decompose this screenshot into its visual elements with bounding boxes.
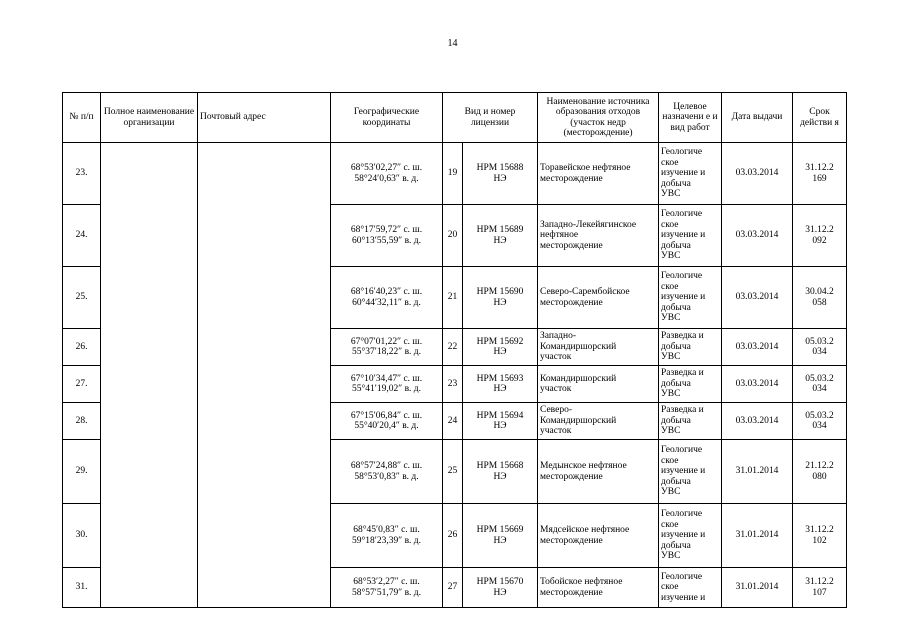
validity-term-line: 169 xyxy=(812,173,827,184)
coordinates-cell-line: 68°45′0,83″ с. ш. xyxy=(353,525,420,535)
license-index-line: 19 xyxy=(447,168,458,179)
purpose-cell-line: Геологиче xyxy=(661,209,703,220)
license-index-line: 22 xyxy=(447,341,458,352)
coordinates-cell xyxy=(331,267,443,329)
license-index xyxy=(443,329,463,366)
issue-date xyxy=(722,143,793,205)
validity-term-line: 05.03.2 xyxy=(805,336,834,347)
license-index xyxy=(443,366,463,403)
row-number-line: 25. xyxy=(75,292,88,303)
issue-date xyxy=(722,504,793,568)
license-index xyxy=(443,143,463,205)
purpose-cell-line: добыча xyxy=(661,540,691,551)
issue-date-line: 03.03.2014 xyxy=(735,168,779,179)
purpose-cell-line: Разведка и xyxy=(661,368,704,379)
license-table xyxy=(62,92,847,608)
purpose-cell-line: добыча xyxy=(661,341,691,352)
purpose-cell xyxy=(659,366,722,403)
address-cell xyxy=(198,143,331,608)
purpose-cell-line: УВС xyxy=(661,389,681,400)
validity-term xyxy=(793,403,847,440)
validity-term-line: 21.12.2 xyxy=(805,461,834,471)
coordinates-cell xyxy=(331,440,443,504)
row-number xyxy=(63,143,101,205)
license-index-line: 21 xyxy=(447,292,458,303)
coordinates-cell xyxy=(331,143,443,205)
validity-term-line: 092 xyxy=(812,235,827,246)
source-name-line: Торавейское нефтяное xyxy=(540,163,631,173)
purpose-cell xyxy=(659,205,722,267)
issue-date xyxy=(722,267,793,329)
validity-term-line: 080 xyxy=(812,471,827,482)
source-name-line: Мядсейское нефтяное xyxy=(540,525,630,535)
license-number xyxy=(463,504,538,568)
source-name-line: месторождение xyxy=(540,535,603,546)
license-number xyxy=(463,267,538,329)
license-number xyxy=(463,440,538,504)
header-address: Почтовый адрес xyxy=(198,93,331,143)
validity-term-line: 31.12.2 xyxy=(805,163,834,173)
page-number: 14 xyxy=(447,38,458,49)
license-number-line: НЭ xyxy=(493,297,507,308)
header-issue-date: Дата выдачи xyxy=(722,93,793,143)
license-index-line: 20 xyxy=(447,230,458,241)
row-number-line: 28. xyxy=(75,415,88,426)
purpose-cell-line: Геологиче xyxy=(661,571,703,582)
purpose-cell-line: Геологиче xyxy=(661,509,703,520)
purpose-cell-line: добыча xyxy=(661,378,691,389)
issue-date-line: 03.03.2014 xyxy=(735,378,779,389)
purpose-cell-line: УВС xyxy=(661,251,681,262)
source-name-line: месторождение xyxy=(540,173,603,184)
coordinates-cell-line: 67°07′01,22″ с. ш. xyxy=(350,336,423,347)
purpose-cell-line: добыча xyxy=(661,302,691,313)
license-number-line: НЭ xyxy=(493,347,507,357)
license-number-line: НЭ xyxy=(493,587,507,598)
coordinates-cell-line: 67°15′06,84″ с. ш. xyxy=(350,410,423,421)
license-number xyxy=(463,403,538,440)
table-row xyxy=(63,143,847,205)
source-name xyxy=(538,205,659,267)
purpose-cell-line: УВС xyxy=(661,487,681,498)
issue-date-line: 03.03.2014 xyxy=(735,415,779,426)
source-name xyxy=(538,403,659,440)
table-header-row xyxy=(63,93,847,143)
source-name-line: Западно-Лекейягинское xyxy=(540,219,637,230)
validity-term xyxy=(793,267,847,329)
purpose-cell-line: ское xyxy=(661,281,679,292)
purpose-cell-line: ское xyxy=(661,582,679,593)
validity-term-line: 05.03.2 xyxy=(805,410,834,421)
row-number-line: 31. xyxy=(75,582,88,593)
license-index-line: 24 xyxy=(447,415,458,426)
coordinates-cell-line: 55°37′18,22″ в. д. xyxy=(351,347,422,357)
purpose-cell-line: изучение и xyxy=(661,292,706,303)
source-name xyxy=(538,366,659,403)
license-number-line: НРМ 15694 xyxy=(476,410,524,421)
license-index xyxy=(443,504,463,568)
purpose-cell xyxy=(659,403,722,440)
issue-date xyxy=(722,366,793,403)
issue-date-line: 31.01.2014 xyxy=(735,530,779,541)
coordinates-cell xyxy=(331,205,443,267)
license-number-line: НЭ xyxy=(493,421,507,431)
row-number-line: 30. xyxy=(75,530,88,541)
source-name-line: Северо-Сарембойское xyxy=(540,287,630,297)
organization-cell xyxy=(101,143,198,608)
issue-date-line: 03.03.2014 xyxy=(735,341,779,352)
coordinates-cell-line: 55°41′19,02″ в. д. xyxy=(351,384,422,394)
purpose-cell xyxy=(659,329,722,366)
source-name-line: Медынское нефтяное xyxy=(540,461,627,471)
purpose-cell-line: добыча xyxy=(661,476,691,487)
row-number xyxy=(63,329,101,366)
source-name-line: месторождение xyxy=(540,297,603,308)
coordinates-cell-line: 55°40′20,4″ в. д. xyxy=(354,421,419,431)
source-name-line: месторождение xyxy=(540,587,603,598)
validity-term xyxy=(793,504,847,568)
issue-date xyxy=(722,568,793,608)
license-index xyxy=(443,267,463,329)
validity-term-line: 31.12.2 xyxy=(805,577,834,587)
source-name-line: нефтяное xyxy=(540,230,579,241)
row-number-line: 26. xyxy=(75,341,88,352)
license-number-line: НЭ xyxy=(493,471,507,482)
purpose-cell xyxy=(659,267,722,329)
purpose-cell-line: Разведка и xyxy=(661,331,704,342)
validity-term-line: 107 xyxy=(812,587,827,598)
source-name-line: участок xyxy=(540,384,572,394)
purpose-cell xyxy=(659,568,722,608)
license-number xyxy=(463,568,538,608)
row-number xyxy=(63,205,101,267)
issue-date-line: 31.01.2014 xyxy=(735,466,779,477)
validity-term-line: 31.12.2 xyxy=(805,225,834,235)
license-number-line: НЭ xyxy=(493,384,507,394)
source-name-line: месторождение xyxy=(540,471,603,482)
source-name-line: Западно- xyxy=(540,331,576,342)
coordinates-cell-line: 60°44′32,11″ в. д. xyxy=(352,297,421,308)
header-source: Наименование источника образования отходов (участок недр (месторождение) xyxy=(538,93,659,143)
row-number-line: 29. xyxy=(75,466,88,477)
license-index-line: 25 xyxy=(447,466,458,477)
purpose-cell-line: УВС xyxy=(661,551,681,562)
source-name-line: участок xyxy=(540,426,572,437)
source-name-line: месторождение xyxy=(540,240,603,251)
purpose-cell-line: УВС xyxy=(661,313,681,324)
purpose-cell-line: ское xyxy=(661,157,679,168)
header-license: Вид и номер лицензии xyxy=(443,93,538,143)
license-number-line: НРМ 15690 xyxy=(476,287,524,297)
purpose-cell-line: Геологиче xyxy=(661,271,703,282)
validity-term xyxy=(793,205,847,267)
purpose-cell-line: ское xyxy=(661,219,679,230)
purpose-cell-line: изучение и xyxy=(661,530,706,541)
purpose-cell-line: добыча xyxy=(661,178,691,189)
license-number-line: НРМ 15669 xyxy=(476,525,524,535)
purpose-cell-line: Геологиче xyxy=(661,147,703,158)
row-number xyxy=(63,504,101,568)
row-number-line: 23. xyxy=(75,168,88,179)
source-name xyxy=(538,504,659,568)
source-name-line: Тобойское нефтяное xyxy=(540,577,623,587)
validity-term xyxy=(793,568,847,608)
row-number xyxy=(63,267,101,329)
purpose-cell-line: Разведка и xyxy=(661,405,704,416)
license-number-line: НРМ 15689 xyxy=(476,225,524,235)
purpose-cell xyxy=(659,440,722,504)
source-name-line: Командиршорский xyxy=(540,341,617,352)
row-number-line: 27. xyxy=(75,378,88,389)
coordinates-cell-line: 58°57′51,79″ в. д. xyxy=(351,587,422,598)
source-name-line: Командиршорский xyxy=(540,373,617,384)
validity-term-line: 058 xyxy=(812,297,827,308)
license-number-line: НРМ 15668 xyxy=(476,461,524,471)
issue-date xyxy=(722,440,793,504)
license-index-line: 26 xyxy=(447,530,458,541)
row-number xyxy=(63,366,101,403)
license-index-line: 27 xyxy=(447,582,458,593)
coordinates-cell xyxy=(331,568,443,608)
validity-term-line: 102 xyxy=(812,535,827,546)
coordinates-cell-line: 59°18′23,39″ в. д. xyxy=(351,535,422,546)
purpose-cell xyxy=(659,143,722,205)
row-number xyxy=(63,403,101,440)
source-name-line: Командиршорский xyxy=(540,415,617,426)
issue-date xyxy=(722,205,793,267)
license-number-line: НРМ 15692 xyxy=(476,336,524,347)
source-name xyxy=(538,568,659,608)
header-org: Полное наименование организации xyxy=(101,93,198,143)
purpose-cell-line: добыча xyxy=(661,240,691,251)
issue-date xyxy=(722,403,793,440)
source-name-line: участок xyxy=(540,352,572,363)
license-number-line: НРМ 15670 xyxy=(476,577,524,587)
purpose-cell-line: изучение и xyxy=(661,592,706,603)
coordinates-cell xyxy=(331,366,443,403)
coordinates-cell-line: 68°57′24,88″ с. ш. xyxy=(350,461,423,471)
license-number-line: НРМ 15693 xyxy=(476,373,524,384)
validity-term xyxy=(793,143,847,205)
purpose-cell-line: изучение и xyxy=(661,230,706,241)
purpose-cell xyxy=(659,504,722,568)
purpose-cell-line: УВС xyxy=(661,189,681,200)
issue-date-line: 03.03.2014 xyxy=(735,230,779,241)
purpose-cell-line: ское xyxy=(661,455,679,466)
coordinates-cell-line: 68°53′2,27″ с. ш. xyxy=(353,577,420,587)
license-number xyxy=(463,205,538,267)
license-number xyxy=(463,366,538,403)
validity-term-line: 034 xyxy=(812,347,827,357)
license-number xyxy=(463,143,538,205)
purpose-cell-line: добыча xyxy=(661,415,691,426)
validity-term-line: 05.03.2 xyxy=(805,373,834,384)
coordinates-cell-line: 60°13′55,59″ в. д. xyxy=(351,235,422,246)
coordinates-cell-line: 58°24′0,63″ в. д. xyxy=(354,173,419,184)
license-number-line: НЭ xyxy=(493,535,507,546)
coordinates-cell-line: 68°16′40,23″ с. ш. xyxy=(350,287,423,297)
coordinates-cell-line: 68°53′02,27″ с. ш. xyxy=(350,163,423,173)
license-index xyxy=(443,440,463,504)
license-index xyxy=(443,568,463,608)
issue-date-line: 03.03.2014 xyxy=(735,292,779,303)
license-index xyxy=(443,205,463,267)
source-name xyxy=(538,440,659,504)
source-name xyxy=(538,143,659,205)
license-number-line: НЭ xyxy=(493,235,507,246)
row-number-line: 24. xyxy=(75,230,88,241)
license-index-line: 23 xyxy=(447,378,458,389)
validity-term xyxy=(793,366,847,403)
validity-term-line: 30.04.2 xyxy=(805,287,834,297)
source-name-line: Северо- xyxy=(540,405,572,416)
purpose-cell-line: УВС xyxy=(661,352,681,363)
purpose-cell-line: УВС xyxy=(661,426,681,437)
license-index xyxy=(443,403,463,440)
purpose-cell-line: ское xyxy=(661,519,679,530)
purpose-cell-line: изучение и xyxy=(661,466,706,477)
coordinates-cell-line: 67°10′34,47″ с. ш. xyxy=(350,373,423,384)
coordinates-cell xyxy=(331,504,443,568)
validity-term xyxy=(793,440,847,504)
purpose-cell-line: Геологиче xyxy=(661,445,703,456)
row-number xyxy=(63,568,101,608)
license-number-line: НРМ 15688 xyxy=(476,163,524,173)
validity-term-line: 034 xyxy=(812,384,827,394)
source-name xyxy=(538,267,659,329)
header-num: № п/п xyxy=(63,93,101,143)
coordinates-cell xyxy=(331,403,443,440)
coordinates-cell xyxy=(331,329,443,366)
source-name xyxy=(538,329,659,366)
license-number xyxy=(463,329,538,366)
coordinates-cell-line: 58°53′0,83″ в. д. xyxy=(354,471,419,482)
header-coords: Географические координаты xyxy=(331,93,443,143)
purpose-cell-line: изучение и xyxy=(661,168,706,179)
license-number-line: НЭ xyxy=(493,173,507,184)
validity-term xyxy=(793,329,847,366)
header-validity: Срок действи я xyxy=(793,93,847,143)
coordinates-cell-line: 68°17′59,72″ с. ш. xyxy=(350,225,423,235)
validity-term-line: 034 xyxy=(812,421,827,431)
header-purpose: Целевое назначени е и вид работ xyxy=(659,93,722,143)
row-number xyxy=(63,440,101,504)
issue-date-line: 31.01.2014 xyxy=(735,582,779,593)
validity-term-line: 31.12.2 xyxy=(805,525,834,535)
issue-date xyxy=(722,329,793,366)
